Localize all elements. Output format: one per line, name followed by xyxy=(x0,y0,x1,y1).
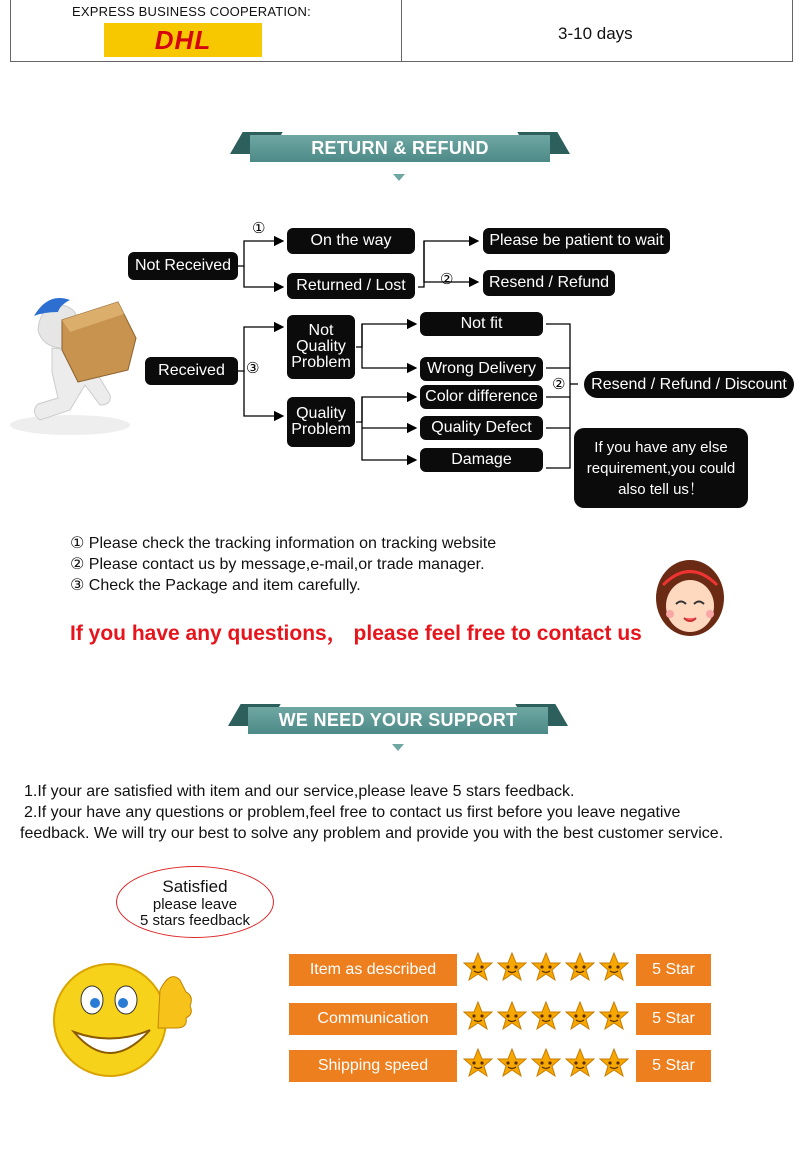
support-line-2: 2.If your have any questions or problem,feel free to contact us first before you leave negative xyxy=(24,804,681,821)
dhl-logo-text: DHL xyxy=(154,24,212,55)
rating-stars xyxy=(463,1048,629,1083)
step-2-mark: ② xyxy=(440,271,454,288)
bubble-line-1: please leave xyxy=(152,896,238,913)
star-icon xyxy=(497,1001,527,1036)
step-3-mark: ③ xyxy=(246,360,260,377)
delivery-days: 3-10 days xyxy=(558,24,633,43)
rating-value: 5 Star xyxy=(636,1050,711,1082)
note-2: ② Please contact us by message,e-mail,or trade manager. xyxy=(70,556,485,573)
star-icon xyxy=(531,952,561,987)
star-icon xyxy=(565,1001,595,1036)
star-icon xyxy=(565,1048,595,1083)
support-line-1: 1.If your are satisfied with item and our service,please leave 5 stars feedback. xyxy=(24,783,575,800)
rating-row xyxy=(289,1001,711,1036)
rating-value: 5 Star xyxy=(636,954,711,986)
not-fit-node: Not fit xyxy=(420,312,543,336)
satisfied-bubble xyxy=(116,866,274,938)
damage-node: Damage xyxy=(420,448,543,472)
be-patient-node: Please be patient to wait xyxy=(483,228,670,254)
quality-defect-node: Quality Defect xyxy=(420,416,543,440)
star-icon xyxy=(463,1001,493,1036)
delivery-man-illustration xyxy=(10,298,136,435)
contact-line: If you have any questions， please feel free to contact us xyxy=(70,622,642,645)
returned-lost-node: Returned / Lost xyxy=(287,273,415,299)
wrong-delivery-node: Wrong Delivery xyxy=(420,357,543,381)
step-1-mark: ① xyxy=(252,220,266,237)
star-icon xyxy=(599,1048,629,1083)
bubble-title: Satisfied xyxy=(162,877,228,896)
rating-value: 5 Star xyxy=(636,1003,711,1035)
rating-label: Shipping speed xyxy=(289,1050,457,1082)
rating-stars xyxy=(463,1001,629,1036)
support-line-3: feedback. We will try our best to solve any problem and provide you with the best customer service. xyxy=(20,825,724,842)
rating-row xyxy=(289,952,711,987)
banner-arrow-icon xyxy=(392,744,404,751)
customer-service-girl-illustration xyxy=(656,560,724,636)
quality-problem-node: Quality Problem xyxy=(287,397,355,447)
star-icon xyxy=(463,952,493,987)
resend-refund-node: Resend / Refund xyxy=(483,270,615,296)
star-icon xyxy=(599,1001,629,1036)
banner-title: RETURN & REFUND xyxy=(311,138,489,158)
star-icon xyxy=(531,1001,561,1036)
not-received-node: Not Received xyxy=(128,252,238,280)
step-2b-mark: ② xyxy=(552,376,566,393)
color-difference-node: Color difference xyxy=(420,385,543,409)
bubble-line-2: 5 stars feedback xyxy=(139,912,251,929)
star-icon xyxy=(497,1048,527,1083)
rating-row xyxy=(289,1048,711,1083)
rating-label: Item as described xyxy=(289,954,457,986)
note-3: ③ Check the Package and item carefully. xyxy=(70,577,361,594)
express-label: EXPRESS BUSINESS COOPERATION: xyxy=(72,4,311,19)
note-1: ① Please check the tracking information on tracking website xyxy=(70,535,497,552)
thumbs-up-smiley-illustration xyxy=(54,964,191,1076)
star-icon xyxy=(463,1048,493,1083)
rating-label: Communication xyxy=(289,1003,457,1035)
resend-refund-discount-node: Resend / Refund / Discount xyxy=(584,371,794,398)
star-icon xyxy=(565,952,595,987)
rating-stars xyxy=(463,952,629,987)
support-banner xyxy=(228,704,568,734)
banner-title: WE NEED YOUR SUPPORT xyxy=(278,710,518,730)
star-icon xyxy=(497,952,527,987)
on-the-way-node: On the way xyxy=(287,228,415,254)
star-icon xyxy=(599,952,629,987)
else-requirement-note: If you have any else requirement,you could also tell us！ xyxy=(574,428,748,508)
not-quality-problem-node: Not Quality Problem xyxy=(287,315,355,379)
received-node: Received xyxy=(145,357,238,385)
star-icon xyxy=(531,1048,561,1083)
